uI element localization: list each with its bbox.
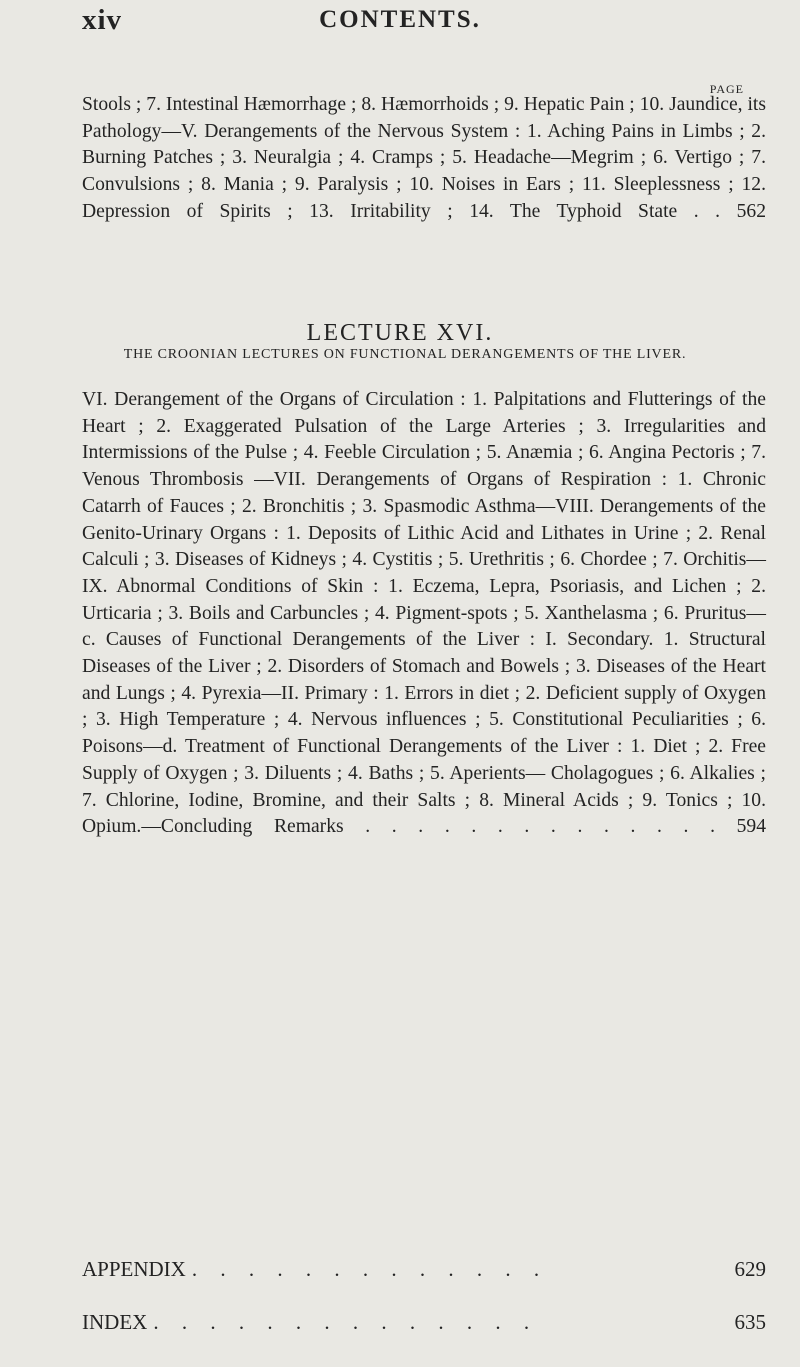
toc-leader-dots: . . . . . . . . . . . . . (191, 1257, 549, 1281)
toc-page-index: 635 (734, 1310, 766, 1334)
lecture-subtitle: THE CROONIAN LECTURES ON FUNCTIONAL DERANGEMENTS OF THE LIVER. (123, 347, 687, 362)
lecture-heading: LECTURE XVI. (306, 320, 494, 346)
toc-leader-dots: . . . . . . . . . . . . . . (153, 1310, 539, 1334)
contents-entry-circulation: VI. Derangement of the Organs of Circulation : 1. Palpitations and Flutterings of the Heart ; 2. Exaggerated Pulsation of the Large Arteries ; 3. Irregularities and Intermissions of the Pulse ; 4. Feeble Circulation ; 5. Anæmia ; 6. Angina Pectoris ; 7. Venous Thrombosis —VII. Derangements of Organs of Respiration : 1. Chronic Catarrh of Fauces ; 2. Bronchitis ; 3. Spasmodic Asthma—VIII. Derangements of the Genito-Urinary Organs : 1. Deposits of Lithic Acid and Lithates in Urine ; 2. Renal Calculi ; 3. Diseases of Kidneys ; 4. Cystitis ; 5. Urethritis ; 6. Chordee ; 7. Orchitis—IX. Abnormal Conditions of Skin : 1. Eczema, Lepra, Psoriasis, and Lichen ; 2. Urticaria ; 3. Boils and Carbuncles ; 4. Pigment-spots ; 5. Xanthelasma ; 6. Pruritus—c. Causes of Functional Derangements of the Liver : I. Secondary. 1. Structural Diseases of the Liver ; 2. Disorders of Stomach and Bowels ; 3. Diseases of the Heart and Lungs ; 4. Pyrexia—II. Primary : 1. Errors in diet ; 2. Deficient supply of Oxygen ; 3. High Temperature ; 4. Nervous influences ; 5. Constitutional Peculiarities ; 6. Poisons—d. Treatment of Functional Derangements of the Liver : 1. Diet ; 2. Free Supply of Oxygen ; 3. Diluents ; 4. Baths ; 5. Aperients— Cholagogues ; 6. Alkalies ; 7. Chlorine, Iodine, Bromine, and their Salts ; 8. Mineral Acids ; 9. Tonics ; 10. Opium.—Concluding Remarks . . . . . . . . . . . . . . 594 (82, 389, 766, 838)
toc-label-index: INDEX (82, 1310, 148, 1334)
toc-label-appendix: APPENDIX (82, 1257, 186, 1281)
running-head (0, 2, 800, 42)
page-column-label: PAGE (709, 82, 744, 96)
page-folio: xiv (82, 4, 123, 36)
contents-entry-nervous-system: Stools ; 7. Intestinal Hæmorrhage ; 8. Hæmorrhoids ; 9. Hepatic Pain ; 10. Jaundice, its Pathology—V. Derangements of the Nervous System : 1. Aching Pains in Limbs ; 2. Burning Patches ; 3. Neuralgia ; 4. Cramps ; 5. Headache—Megrim ; 6. Vertigo ; 7. Convulsions ; 8. Mania ; 9. Paralysis ; 10. Noises in Ears ; 11. Sleeplessness ; 12. Depression of Spirits ; 13. Irritability ; 14. The Typhoid State . . 562 (82, 94, 766, 222)
toc-line-appendix (82, 1257, 766, 1282)
running-head-title: CONTENTS. (319, 6, 481, 33)
toc-line-index (82, 1310, 766, 1335)
toc-page-appendix: 629 (734, 1257, 766, 1281)
